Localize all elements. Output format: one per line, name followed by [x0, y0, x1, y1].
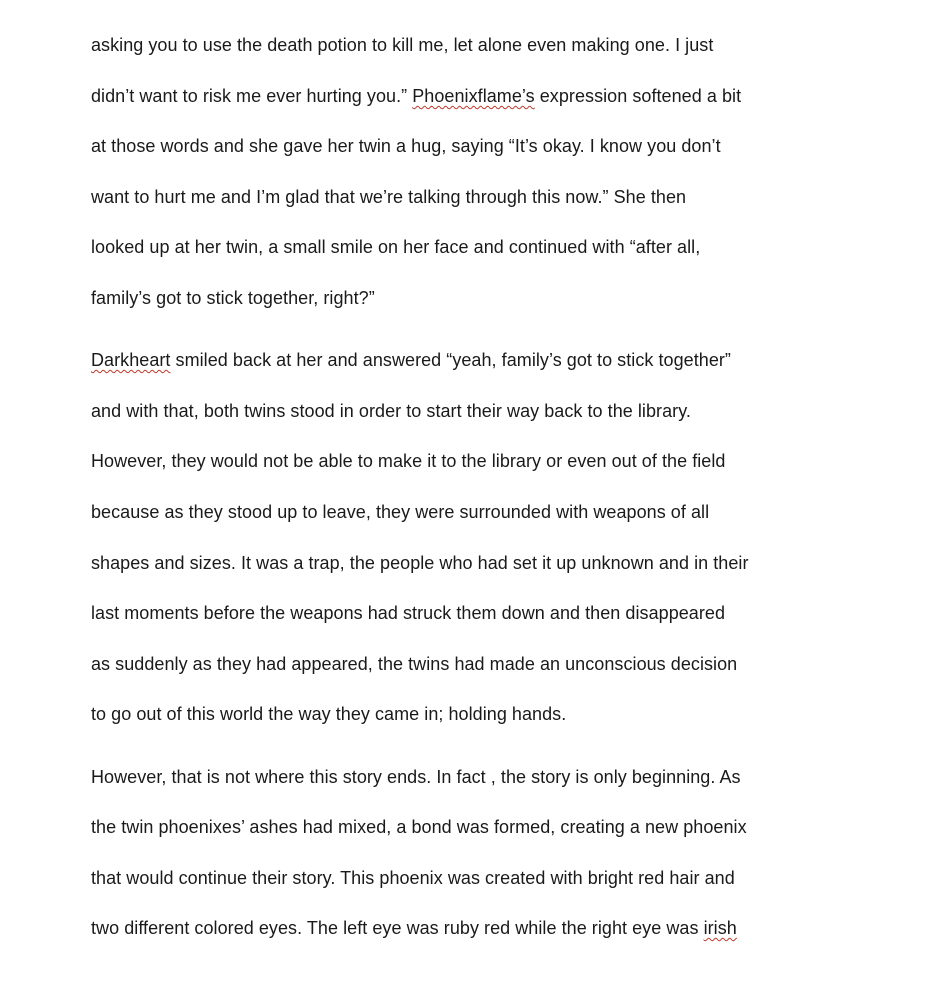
text-run: looked up at her twin, a small smile on her face and continued with “after all, [91, 237, 701, 257]
text-run: shapes and sizes. It was a trap, the people who had set it up unknown and in their [91, 553, 749, 573]
text-line [91, 400, 691, 422]
text-line [91, 85, 741, 107]
text-line [91, 34, 713, 56]
text-line [91, 186, 686, 208]
text-run: two different colored eyes. The left eye was ruby red while the right eye was [91, 918, 704, 938]
text-line [91, 349, 731, 371]
misspelled-word: Darkheart [91, 350, 171, 370]
text-line [91, 450, 725, 472]
text-run: smiled back at her and answered “yeah, family’s got to stick together” [170, 350, 731, 370]
text-line [91, 501, 709, 523]
text-run: to go out of this world the way they came in; holding hands. [91, 704, 567, 724]
text-line [91, 766, 741, 788]
misspelled-word: Phoenixflame’s [412, 86, 535, 106]
text-line [91, 236, 700, 258]
text-run: want to hurt me and I’m glad that we’re talking through this now.” She then [91, 187, 687, 207]
text-run: because as they stood up to leave, they were surrounded with weapons of all [91, 502, 710, 522]
text-line [91, 602, 725, 624]
text-run: at those words and she gave her twin a hug, saying “It’s okay. I know you don’t [91, 136, 721, 156]
text-line [91, 703, 566, 725]
text-line [91, 135, 721, 157]
text-run: last moments before the weapons had struck them down and then disappeared [91, 603, 726, 623]
text-run: expression softened a bit [534, 86, 742, 106]
text-run: asking you to use the death potion to kill me, let alone even making one. I just [91, 35, 714, 55]
text-line [91, 816, 747, 838]
text-line [91, 552, 749, 574]
text-run: family’s got to stick together, right?” [91, 288, 375, 308]
text-line [91, 287, 375, 309]
text-run: the twin phoenixes’ ashes had mixed, a bond was formed, creating a new phoenix [91, 817, 747, 837]
misspelled-word: irish [703, 918, 737, 938]
text-line [91, 917, 737, 939]
text-run: However, they would not be able to make it to the library or even out of the field [91, 451, 726, 471]
text-line [91, 867, 735, 889]
text-line [91, 653, 737, 675]
text-run: as suddenly as they had appeared, the twins had made an unconscious decision [91, 654, 738, 674]
text-run: and with that, both twins stood in order to start their way back to the library. [91, 401, 691, 421]
text-run: didn’t want to risk me ever hurting you.” [91, 86, 413, 106]
text-run: that would continue their story. This phoenix was created with bright red hair and [91, 868, 735, 888]
text-run: However, that is not where this story ends. In fact , the story is only beginning. As [91, 767, 741, 787]
